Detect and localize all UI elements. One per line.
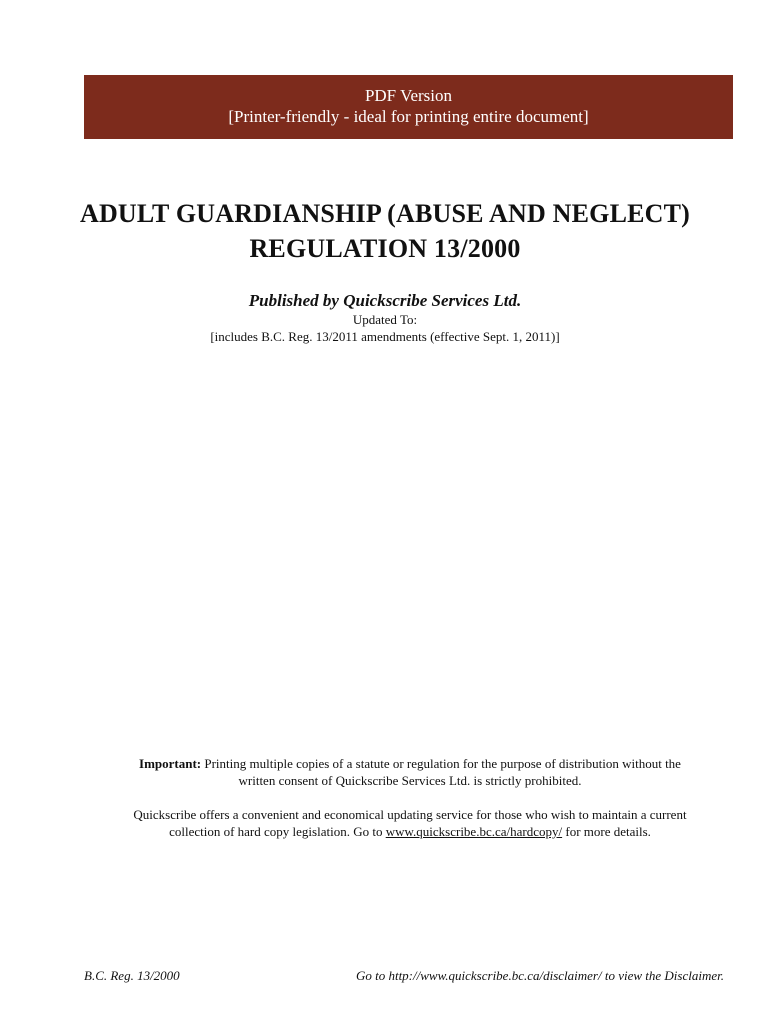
service-notice: [95, 806, 725, 840]
pdf-version-banner: [84, 75, 733, 139]
service-text-suffix: for more details.: [565, 824, 651, 839]
document-title: [0, 196, 770, 266]
important-label: Important:: [139, 756, 202, 771]
banner-subtitle: [Printer-friendly - ideal for printing entire document]: [228, 107, 589, 126]
document-title-line1: ADULT GUARDIANSHIP (ABUSE AND NEGLECT): [79, 199, 691, 228]
banner-title: PDF Version: [364, 86, 453, 105]
publisher-line: Published by Quickscribe Services Ltd.: [248, 291, 522, 310]
service-text-line1: Quickscribe offers a convenient and economical updating service for those who wish to maintain a current: [133, 807, 687, 822]
document-title-line2: REGULATION 13/2000: [249, 234, 521, 263]
service-text-prefix: collection of hard copy legislation. Go to: [169, 824, 383, 839]
important-notice: [100, 755, 720, 789]
important-text-line2: written consent of Quickscribe Services Ltd. is strictly prohibited.: [238, 773, 582, 788]
amendments-note: [includes B.C. Reg. 13/2011 amendments (effective Sept. 1, 2011)]: [210, 329, 560, 344]
important-text-line1: Printing multiple copies of a statute or regulation for the purpose of distribution without the: [204, 756, 681, 771]
updated-label: Updated To:: [352, 312, 418, 327]
hardcopy-link[interactable]: www.quickscribe.bc.ca/hardcopy/: [385, 824, 563, 839]
footer-regulation-ref: B.C. Reg. 13/2000: [84, 968, 180, 983]
footer-disclaimer: Go to http://www.quickscribe.bc.ca/disclaimer/ to view the Disclaimer.: [355, 968, 724, 983]
